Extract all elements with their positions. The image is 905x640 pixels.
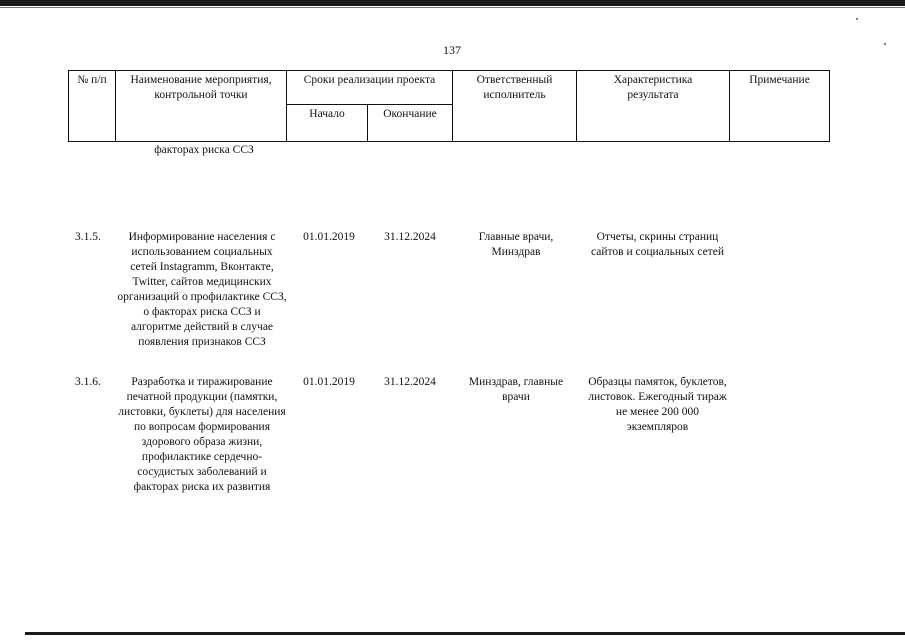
row-number: 3.1.6. <box>75 376 101 388</box>
row-result: Отчеты, скрины страниц сайтов и социальных сетей <box>591 231 724 258</box>
header-period <box>286 70 453 105</box>
row-result: Образцы памяток, буклетов, листовок. Ежегодный тираж не менее 200 000 экземпляров <box>588 376 727 433</box>
top-scan-border <box>0 0 905 6</box>
bottom-scan-border <box>25 632 905 635</box>
row-activity <box>117 375 287 495</box>
row-end-date: 31.12.2024 <box>384 376 436 388</box>
header-note-label: Примечание <box>749 74 810 86</box>
header-note <box>729 70 830 142</box>
row-responsible: Главные врачи, Минздрав <box>478 231 554 258</box>
row-end-date: 31.12.2024 <box>384 231 436 243</box>
scan-speck <box>856 18 858 20</box>
header-num-label: № п/п <box>77 74 107 86</box>
header-start-label: Начало <box>309 108 345 120</box>
header-start <box>286 104 368 142</box>
page-number: 137 <box>443 43 461 57</box>
header-result-label: Характеристика результата <box>613 74 693 101</box>
header-result <box>576 70 730 142</box>
row-responsible: Минздрав, главные врачи <box>468 376 564 403</box>
scan-speck <box>884 43 886 45</box>
top-scan-border-line <box>0 7 905 8</box>
row-activity-text: Разработка и тиражирование печатной продукции (памятки, листовки, буклеты) для населения по вопросам формирования здорового образа жизни, профилактике сердечно-сосудистых заболеваний и факторах риска их развития <box>118 376 286 493</box>
row-start-date: 01.01.2019 <box>303 231 355 243</box>
header-num <box>68 70 116 142</box>
row-number: 3.1.5. <box>75 231 101 243</box>
header-responsible <box>452 70 577 142</box>
row-activity-text: Информирование населения с использованием социальных сетей Instagramm, Вконтакте, Twitter, сайтов медицинских организаций о профилактике ССЗ, о факторах риска ССЗ и алгоритме действий в случае появления признаков ССЗ <box>117 231 287 348</box>
row-activity <box>117 230 287 350</box>
header-end-label: Окончание <box>383 108 437 120</box>
header-period-label: Сроки реализации проекта <box>303 74 436 86</box>
continuation-text: факторах риска ССЗ <box>154 144 254 156</box>
header-responsible-label: Ответственный исполнитель <box>476 74 553 101</box>
header-end <box>367 104 453 142</box>
header-name <box>115 70 287 142</box>
header-name-label: Наименование мероприятия, контрольной точки <box>130 74 272 101</box>
row-start-date: 01.01.2019 <box>303 376 355 388</box>
